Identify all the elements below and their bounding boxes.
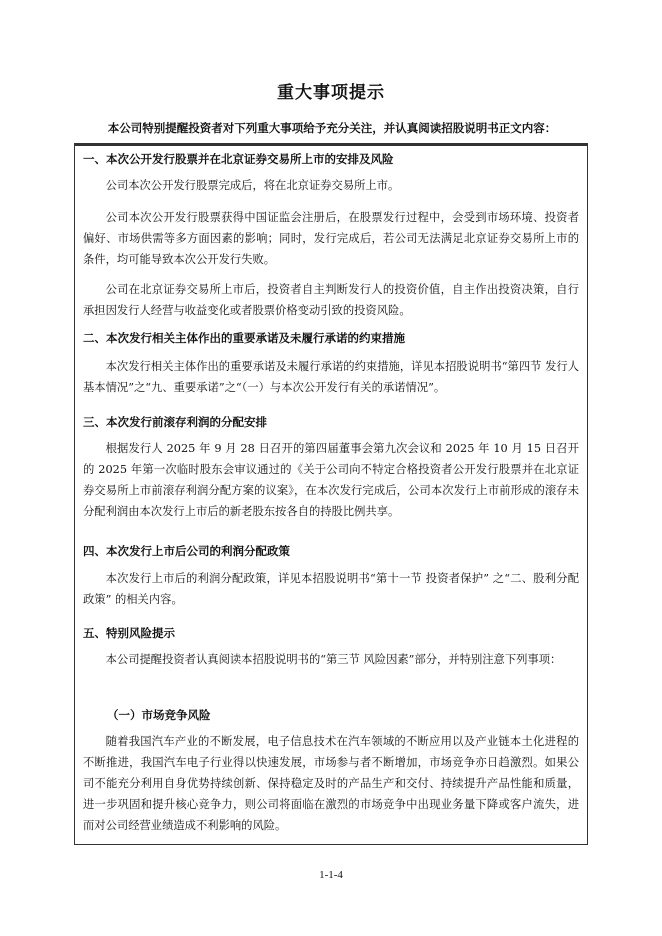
page-number: 1-1-4 — [319, 869, 343, 881]
section-1-heading: 一、本次公开发行股票并在北京证券交易所上市的安排及风险 — [83, 152, 394, 166]
section-5-sub-paragraph: 随着我国汽车产业的不断发展，电子信息技术在汽车领域的不断应用以及产业链本土化进程的不断推进，我国汽车电子行业得以快速发展，市场参与者不断增加，市场竞争亦日趋激烈。如果公司不能充分利用自身优势持续创新、保持稳定及时的产品生产和交付、持续提升产品性能和质量，进一步巩固和提升核心竞争力，则公司将面临在激烈的市场竞争中出现业务量下降或客户流失，进而对公司经营业绩造成不利影响的风险。 — [83, 735, 579, 832]
section-5-subheading: （一）市场竞争风险 — [107, 708, 211, 722]
section-3-paragraph: 根据发行人 2025 年 9 月 28 日召开的第四届董事会第九次会议和 2025 年 10 月 15 日召开的 2025 年第一次临时股东会审议通过的《关于公司向不特定合格投资者公开发行股票并在北京证券交易所上市前滚存利润分配方案的议案》，在本次发行完成后，公司本次发行上市前形成的滚存未分配利润由本次发行上市后的新老股东按各自的持股比例共享。 — [83, 442, 579, 518]
section-5-paragraph: 本公司提醒投资者认真阅读本招股说明书的“第三节 风险因素”部分，并特别注意下列事项： — [105, 653, 562, 666]
box-top-rule — [75, 144, 587, 146]
page-title: 重大事项提示 — [277, 83, 385, 103]
section-3-heading: 三、本次发行前滚存利润的分配安排 — [83, 415, 267, 429]
section-1-paragraph: 公司本次公开发行股票获得中国证监会注册后，在股票发行过程中，会受到市场环境、投资者偏好、市场供需等多方面因素的影响；同时，发行完成后，若公司无法满足北京证券交易所上市的条件，均可能导致本次公开发行失败。 — [83, 211, 579, 266]
intro-notice: 本公司特别提醒投资者对下列重大事项给予充分关注，并认真阅读招股说明书正文内容： — [107, 121, 557, 135]
section-1-paragraph: 公司本次公开发行股票完成后，将在北京证券交易所上市。 — [105, 179, 400, 192]
section-4-heading: 四、本次发行上市后公司的利润分配政策 — [83, 544, 290, 558]
notice-box — [74, 143, 588, 845]
section-2-paragraph: 本次发行相关主体作出的重要承诺及未履行承诺的约束措施，详见本招股说明书“第四节 发行人基本情况”之“九、重要承诺”之“（一）与本次公开发行有关的承诺情况”。 — [83, 360, 579, 394]
section-1-paragraph: 公司在北京证券交易所上市后，投资者自主判断发行人的投资价值，自主作出投资决策，自行承担因发行人经营与收益变化或者股票价格变动引致的投资风险。 — [83, 283, 579, 317]
section-2-heading: 二、本次发行相关主体作出的重要承诺及未履行承诺的约束措施 — [83, 331, 405, 345]
section-5-heading: 五、特别风险提示 — [83, 626, 175, 640]
section-4-paragraph: 本次发行上市后的利润分配政策，详见本招股说明书“第十一节 投资者保护” 之“二、股利分配政策” 的相关内容。 — [83, 572, 579, 606]
